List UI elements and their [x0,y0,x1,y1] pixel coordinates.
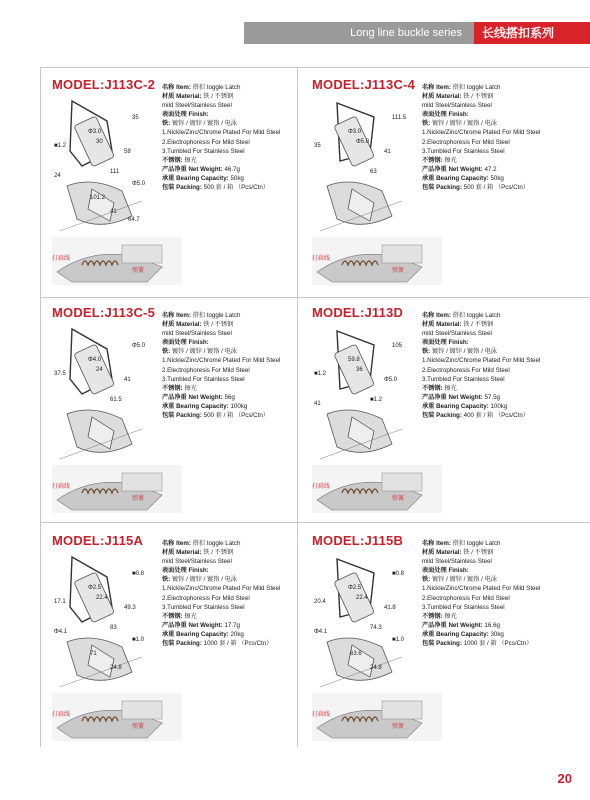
dimension-label: 24.8 [110,665,122,671]
spec-material-value: 铁 / 不锈钢 [203,321,234,329]
spec-material-label: 材质 Material: [422,321,462,329]
spec-iron-value: 镀锌 / 镀锌 / 镀铬 / 电泳 [171,120,237,128]
spec-packing-label: 包装 Packing: [422,184,462,192]
spec-iron-label: 铁: [162,348,171,356]
photo-label-spring: 弹簧 [392,496,405,502]
spec-iron-label: 铁: [422,348,431,356]
spec-finish-2: 2.Electrophoresis For Mild Steel [162,138,250,146]
spec-weight-label: 产品净重 Net Weight: [422,621,483,629]
spec-material-en: mild Steel/Stainless Steel [162,330,232,338]
spec-item-label: 名称 Item: [162,540,191,547]
dimension-label: ■1.0 [132,637,144,643]
latch-drawing [52,91,162,241]
latch-drawing [52,319,162,469]
latch-drawing-svg [52,91,162,241]
spec-finish-2: 2.Electrophoresis For Mild Steel [422,366,510,374]
spec-stainless-value: 擦光 [444,156,457,164]
spec-finish-3: 3.Tumbled For Stainless Steel [422,147,505,155]
spec-material-value: 铁 / 不锈钢 [463,93,494,101]
spec-block [422,83,572,192]
latch-photo [312,465,442,513]
spec-material-value: 铁 / 不锈钢 [463,549,494,557]
spec-finish-2: 2.Electrophoresis For Mild Steel [422,594,510,602]
spec-item-label: 名称 Item: [422,540,451,547]
spec-packing-label: 包装 Packing: [162,184,202,192]
dimension-label: ■1.0 [392,637,404,643]
spec-packing-label: 包装 Packing: [422,640,462,648]
spec-material-label: 材质 Material: [162,321,202,329]
spec-finish-3: 3.Tumbled For Stainless Steel [162,603,245,611]
spec-finish-label: 表面处理 Finish: [422,339,469,347]
latch-drawing [52,547,162,697]
spec-material-label: 材质 Material: [422,93,462,101]
model-title: MODEL:J113C-5 [52,305,156,320]
model-title: MODEL:J115A [52,533,144,548]
dimension-label: 41 [384,149,391,155]
dimension-label: 24 [54,173,61,179]
spec-packing-value: 500 套 / 箱 （Pcs/Ctn） [203,184,269,192]
spec-stainless-value: 擦光 [184,612,197,620]
spec-material-label: 材质 Material: [422,549,462,557]
dimension-label: Φ2.5 [348,585,362,591]
spec-finish-1: 1.Nickle/Zinc/Chrome Plated For Mild Steel [162,129,281,137]
dimension-label: ■0.8 [132,571,144,577]
latch-photo [312,237,442,285]
spec-bearing-value: 100kg [230,402,248,410]
model-title: MODEL:J113D [312,305,404,320]
dimension-label: 20.4 [314,599,326,605]
spec-block [162,83,312,192]
latch-photo [52,237,182,285]
model-title: MODEL:J115B [312,533,404,548]
spec-weight-label: 产品净重 Net Weight: [162,393,223,401]
dimension-label: 83 [110,625,117,631]
spec-iron-label: 铁: [162,120,171,128]
dimension-label: Φ4.1 [314,629,328,635]
dimension-label: 63.6 [350,651,362,657]
spec-finish-label: 表面处理 Finish: [162,111,209,119]
spec-material-value: 铁 / 不锈钢 [203,93,234,101]
spec-material-en: mild Steel/Stainless Steel [422,102,492,110]
photo-label-spring: 弹簧 [132,724,145,730]
spec-bearing-value: 50kg [230,174,244,182]
spec-weight-value: 56g [224,393,235,401]
grid-top-line [40,67,590,68]
spec-block [422,539,572,648]
dimension-label: 35 [314,143,321,149]
spec-weight-value: 47.2 [484,165,497,173]
latch-drawing [312,319,422,469]
photo-label-spring: 弹簧 [132,268,145,274]
spec-item-label: 名称 Item: [162,312,191,319]
photo-label-line: 打扁线 [52,256,71,262]
spec-item-value: 搭扣 toggle Latch [452,84,501,91]
spec-material-label: 材质 Material: [162,549,202,557]
spec-finish-label: 表面处理 Finish: [162,339,209,347]
spec-item-value: 搭扣 toggle Latch [192,312,241,319]
dimension-label: 24 [96,367,103,373]
spec-material-value: 铁 / 不锈钢 [463,321,494,329]
spec-packing-value: 1000 套 / 箱 （Pcs/Ctn） [203,640,273,648]
spec-bearing-label: 承重 Bearing Capacity: [422,402,489,410]
latch-photo-svg [312,237,442,285]
spec-block [162,311,312,420]
spec-finish-label: 表面处理 Finish: [162,567,209,575]
latch-drawing [312,547,422,697]
spec-stainless-value: 擦光 [444,384,457,392]
latch-drawing-svg [312,319,422,469]
dimension-label: 41.8 [384,605,396,611]
spec-material-value: 铁 / 不锈钢 [203,549,234,557]
dimension-label: 101.2 [90,195,106,201]
dimension-label: 17.1 [54,599,66,605]
dimension-label: ■1.2 [370,397,382,403]
spec-material-label: 材质 Material: [162,93,202,101]
spec-material-en: mild Steel/Stainless Steel [422,330,492,338]
dimension-label: Φ5.0 [384,377,398,383]
dimension-label: Φ3.0 [88,129,102,135]
spec-stainless-value: 擦光 [444,612,457,620]
grid-left-line [40,67,41,747]
spec-weight-label: 产品净重 Net Weight: [422,165,483,173]
dimension-label: ■1.2 [54,143,66,149]
spec-weight-label: 产品净重 Net Weight: [422,393,483,401]
page-number: 20 [557,771,572,786]
spec-finish-3: 3.Tumbled For Stainless Steel [162,147,245,155]
spec-material-en: mild Steel/Stainless Steel [162,102,232,110]
latch-photo-svg [52,693,182,741]
photo-label-line: 打扁线 [52,712,71,718]
spec-stainless-label: 不锈钢: [422,612,443,620]
spec-finish-1: 1.Nickle/Zinc/Chrome Plated For Mild Steel [422,585,541,593]
dimension-label: 41 [314,401,321,407]
photo-label-spring: 弹簧 [392,268,405,274]
spec-item-label: 名称 Item: [422,84,451,91]
dimension-label: 36 [356,367,363,373]
dimension-label: Φ5.0 [132,343,146,349]
spec-item-value: 搭扣 toggle Latch [452,540,501,547]
latch-photo-svg [52,465,182,513]
latch-photo-svg [312,465,442,513]
spec-finish-2: 2.Electrophoresis For Mild Steel [162,594,250,602]
spec-weight-value: 17.7g [224,621,240,629]
spec-packing-label: 包装 Packing: [422,412,462,420]
photo-label-line: 打扁线 [52,484,71,490]
spec-bearing-label: 承重 Bearing Capacity: [162,402,229,410]
spec-finish-label: 表面处理 Finish: [422,567,469,575]
spec-block [162,539,312,648]
spec-weight-value: 57.5g [484,393,500,401]
latch-photo [52,465,182,513]
latch-drawing [312,91,422,241]
spec-block [422,311,572,420]
spec-finish-2: 2.Electrophoresis For Mild Steel [162,366,250,374]
spec-iron-label: 铁: [162,576,171,584]
latch-drawing-svg [52,319,162,469]
product-cell [52,305,308,515]
spec-bearing-value: 50kg [490,174,504,182]
spec-stainless-value: 擦光 [184,156,197,164]
spec-stainless-label: 不锈钢: [422,156,443,164]
product-cell [312,305,568,515]
spec-item-label: 名称 Item: [162,84,191,91]
spec-packing-label: 包装 Packing: [162,640,202,648]
photo-label-spring: 弹簧 [392,724,405,730]
spec-finish-1: 1.Nickle/Zinc/Chrome Plated For Mild Steel [422,357,541,365]
dimension-label: Φ2.5 [88,585,102,591]
photo-label-line: 打扁线 [312,256,331,262]
dimension-label: 61.5 [110,397,122,403]
dimension-label: 35 [132,115,139,121]
spec-material-en: mild Steel/Stainless Steel [162,558,232,566]
dimension-label: 105 [392,343,403,349]
spec-finish-3: 3.Tumbled For Stainless Steel [162,375,245,383]
spec-finish-1: 1.Nickle/Zinc/Chrome Plated For Mild Steel [162,585,281,593]
dimension-label: Φ4.1 [54,629,68,635]
spec-packing-label: 包装 Packing: [162,412,202,420]
spec-stainless-label: 不锈钢: [162,156,183,164]
dimension-label: 64.7 [128,217,140,223]
dimension-label: Φ5.0 [132,181,146,187]
spec-item-value: 搭扣 toggle Latch [192,84,241,91]
spec-weight-value: 46.7g [224,165,240,173]
spec-finish-2: 2.Electrophoresis For Mild Steel [422,138,510,146]
dimension-label: 71 [90,651,97,657]
dimension-label: 22.4 [356,595,368,601]
dimension-label: 41 [124,377,131,383]
photo-label-spring: 弹簧 [132,496,145,502]
latch-drawing-svg [312,91,422,241]
spec-packing-value: 500 套 / 箱 （Pcs/Ctn） [463,184,529,192]
product-cell [52,533,308,743]
photo-label-line: 打扁线 [312,484,331,490]
header-bar [244,22,590,44]
product-cell [312,77,568,287]
series-title-cn: 长线搭扣系列 [474,22,590,44]
spec-finish-label: 表面处理 Finish: [422,111,469,119]
dimension-label: 111.5 [392,115,407,121]
spec-weight-value: 16.6g [484,621,500,629]
spec-bearing-label: 承重 Bearing Capacity: [422,174,489,182]
spec-weight-label: 产品净重 Net Weight: [162,621,223,629]
grid-row2-line [40,522,590,523]
spec-iron-value: 镀锌 / 镀锌 / 镀铬 / 电泳 [431,576,497,584]
spec-bearing-value: 20kg [230,630,244,638]
model-title: MODEL:J113C-2 [52,77,156,92]
dimension-label: 63 [370,169,377,175]
latch-photo [312,693,442,741]
latch-photo-svg [312,693,442,741]
spec-stainless-label: 不锈钢: [422,384,443,392]
dimension-label: 37.5 [54,371,66,377]
latch-photo-svg [52,237,182,285]
product-cell [52,77,308,287]
photo-label-line: 打扁线 [312,712,331,718]
spec-packing-value: 400 套 / 箱 （Pcs/Ctn） [463,412,529,420]
spec-weight-label: 产品净重 Net Weight: [162,165,223,173]
spec-iron-value: 镀锌 / 镀锌 / 镀铬 / 电泳 [171,348,237,356]
dimension-label: ■1.2 [314,371,326,377]
spec-material-en: mild Steel/Stainless Steel [422,558,492,566]
series-title-en: Long line buckle series [244,22,474,44]
spec-bearing-label: 承重 Bearing Capacity: [422,630,489,638]
spec-finish-1: 1.Nickle/Zinc/Chrome Plated For Mild Steel [422,129,541,137]
spec-stainless-value: 擦光 [184,384,197,392]
spec-bearing-value: 100kg [490,402,508,410]
spec-bearing-value: 30kg [490,630,504,638]
dimension-label: 59.8 [348,357,360,363]
spec-iron-value: 镀锌 / 镀锌 / 镀铬 / 电泳 [171,576,237,584]
dimension-label: 58 [124,149,131,155]
spec-stainless-label: 不锈钢: [162,612,183,620]
dimension-label: ■0.8 [392,571,404,577]
spec-bearing-label: 承重 Bearing Capacity: [162,174,229,182]
grid-row1-line [40,297,590,298]
spec-iron-label: 铁: [422,576,431,584]
spec-finish-1: 1.Nickle/Zinc/Chrome Plated For Mild Steel [162,357,281,365]
spec-item-value: 搭扣 toggle Latch [452,312,501,319]
spec-item-label: 名称 Item: [422,312,451,319]
dimension-label: 30 [96,139,103,145]
spec-iron-label: 铁: [422,120,431,128]
dimension-label: 24.8 [370,665,382,671]
spec-iron-value: 镀锌 / 镀锌 / 镀铬 / 电泳 [431,120,497,128]
spec-packing-value: 500 套 / 箱 （Pcs/Ctn） [203,412,269,420]
spec-packing-value: 1000 套 / 箱 （Pcs/Ctn） [463,640,533,648]
spec-finish-3: 3.Tumbled For Stainless Steel [422,375,505,383]
dimension-label: 22.4 [96,595,108,601]
spec-finish-3: 3.Tumbled For Stainless Steel [422,603,505,611]
dimension-label: 74.3 [370,625,382,631]
dimension-label: Φ3.0 [348,129,362,135]
latch-photo [52,693,182,741]
dimension-label: 111 [110,169,120,175]
spec-stainless-label: 不锈钢: [162,384,183,392]
spec-item-value: 搭扣 toggle Latch [192,540,241,547]
spec-iron-value: 镀锌 / 镀锌 / 镀铬 / 电泳 [431,348,497,356]
latch-drawing-svg [312,547,422,697]
product-cell [312,533,568,743]
latch-drawing-svg [52,547,162,697]
model-title: MODEL:J113C-4 [312,77,416,92]
dimension-label: 49.3 [124,605,136,611]
dimension-label: 41 [110,209,117,215]
dimension-label: Φ5.0 [356,139,370,145]
spec-bearing-label: 承重 Bearing Capacity: [162,630,229,638]
dimension-label: Φ4.0 [88,357,102,363]
